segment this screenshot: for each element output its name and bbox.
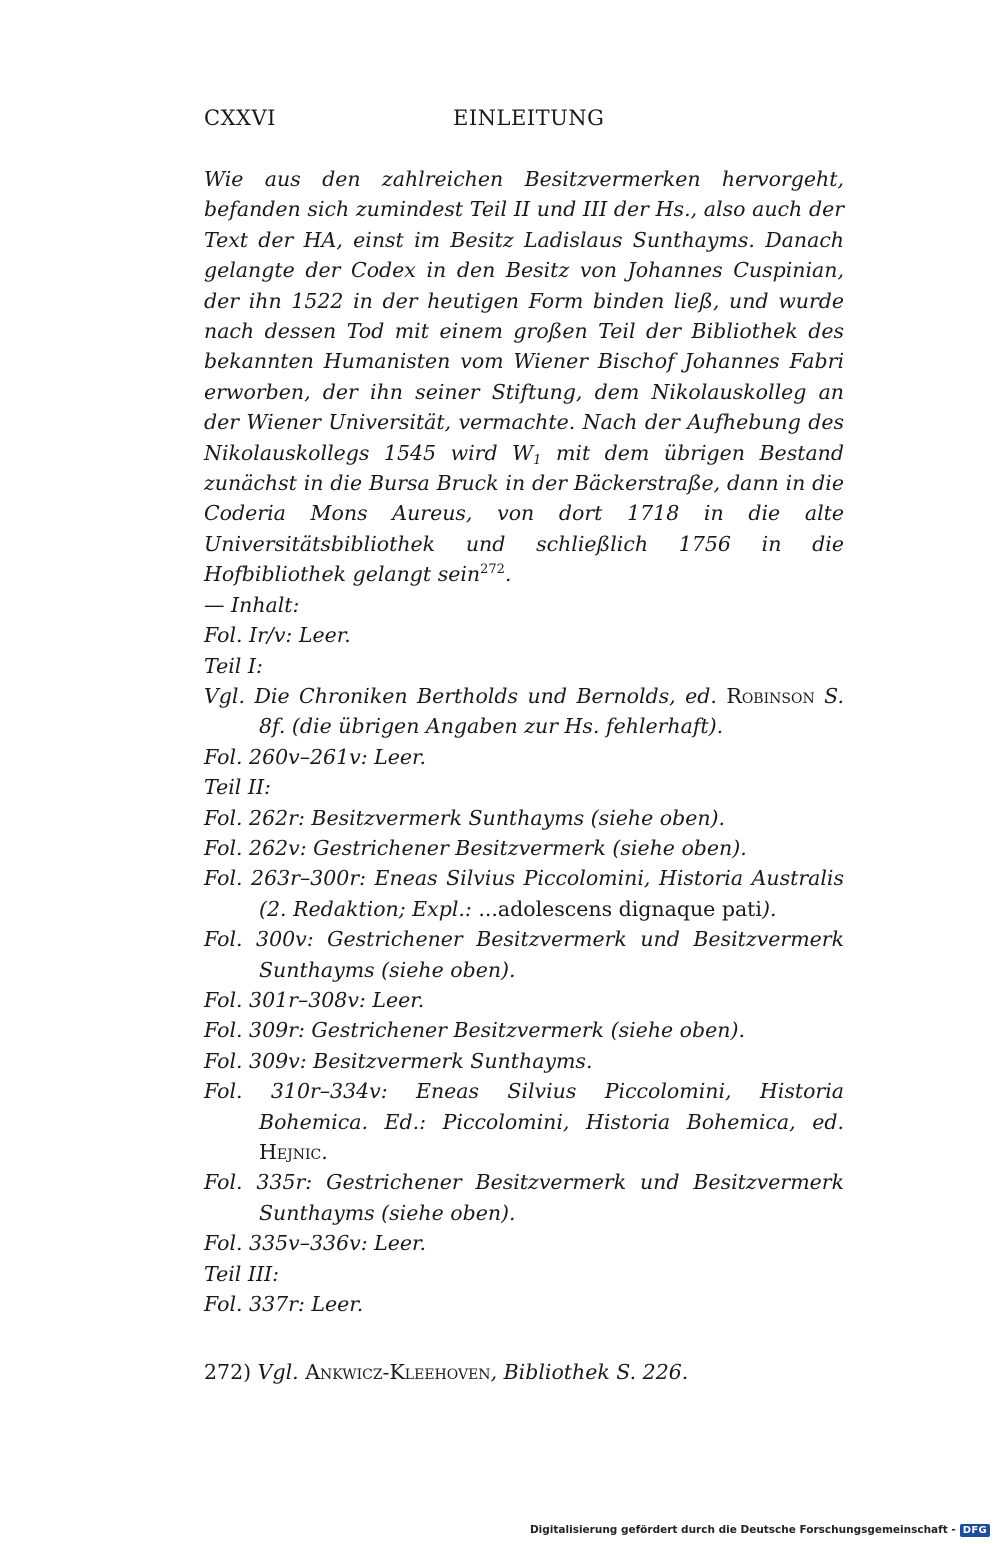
dfg-logo-icon[interactable]: DFG: [960, 1524, 990, 1537]
running-title: EINLEITUNG: [453, 106, 605, 130]
funding-credit-bar: [530, 1520, 990, 1540]
list-item: Fol. 262v: Gestrichener Besitzvermerk (siehe oben).: [204, 835, 747, 860]
main-paragraph: [204, 164, 844, 590]
list-item: Fol. 260v–261v: Leer.: [204, 744, 427, 769]
author-name: Robinson: [726, 683, 815, 708]
list-item: Fol. 300v: Gestrichener Besitzvermerk und Besitzvermerk Sunthayms (siehe oben).: [204, 927, 844, 982]
list-item: Fol. 309v: Besitzvermerk Sunthayms.: [204, 1048, 593, 1073]
list-item: Fol. 263r–300r: Eneas Silvius Piccolomini, Historia Australis (2. Redaktion; Expl.: ...adolescens dignaque pati).: [204, 866, 844, 921]
paragraph-text-part-1: Wie aus den zahlreichen Besitzvermerken hervorgeht, befanden sich zumindest Teil II und III der Hs., also auch der Text der HA, einst im Besitz Ladislaus Sunthayms. Danach gelangte der Codex in den Besitz von Johannes Cuspinian, der ihn 1522 in der heutigen Form binden ließ, und wurde nach dessen Tod mit einem großen Teil der Bibliothek des bekannten Humanisten vom Wiener Bischof Johannes Fabri erworben, der ihn seiner Stiftung, dem Nikolauskolleg an der Wiener Universität, vermachte. Nach der Aufhebung des Nikolauskollegs 1545 wird W: [204, 167, 844, 465]
footnote-author: Ankwicz-Kleehoven: [305, 1360, 491, 1385]
running-header: [204, 106, 844, 140]
list-item: Fol. 262r: Besitzvermerk Sunthayms (siehe oben).: [204, 805, 726, 830]
section-heading: Teil II:: [204, 775, 271, 800]
manuscript-subscript: 1: [533, 452, 542, 468]
list-item: Vgl. Die Chroniken Bertholds und Bernolds, ed. Robinson S. 8f. (die übrigen Angaben zur Hs. fehlerhaft).: [204, 683, 844, 739]
paragraph-end: .: [504, 562, 512, 587]
page-content: [204, 106, 844, 1387]
funding-credit: Digitalisierung gefördert durch die Deutsche Forschungsgemeinschaft -: [529, 1524, 956, 1536]
list-item: Fol. 301r–308v: Leer.: [204, 987, 425, 1012]
editor-name: Hejnic: [259, 1140, 322, 1164]
list-item: — Inhalt:: [204, 592, 300, 617]
explicit-quote: ...adolescens dignaque pati: [478, 896, 762, 921]
list-item: Fol. 337r: Leer.: [204, 1292, 364, 1317]
footnote-number: 272): [204, 1360, 252, 1385]
footnote: 272) Vgl. Ankwicz-Kleehoven, Bibliothek S. 226.: [204, 1360, 689, 1385]
list-item: Fol. 335r: Gestrichener Besitzvermerk und Besitzvermerk Sunthayms (siehe oben).: [204, 1170, 844, 1225]
page-number: CXXVI: [204, 106, 276, 130]
list-item: Fol. Ir/v: Leer.: [204, 623, 351, 648]
list-item: Fol. 310r–334v: Eneas Silvius Piccolomini, Historia Bohemica. Ed.: Piccolomini, Historia Bohemica, ed. Hejnic.: [204, 1079, 844, 1164]
list-item: Fol. 309r: Gestrichener Besitzvermerk (siehe oben).: [204, 1018, 745, 1043]
list-item: Fol. 335v–336v: Leer.: [204, 1231, 427, 1256]
paragraph-text-part-2: mit dem übrigen Bestand zunächst in die Bursa Bruck in der Bäckerstraße, dann in die Coderia Mons Aureus, von dort 1718 in die alte Universitätsbibliothek und schließlich 1756 in die Hofbibliothek gelangt sein: [204, 440, 844, 587]
section-heading: Teil I:: [204, 653, 263, 678]
contents-list: [204, 590, 844, 1320]
footnote-reference[interactable]: 272: [480, 562, 505, 578]
section-heading: Teil III:: [204, 1261, 280, 1286]
